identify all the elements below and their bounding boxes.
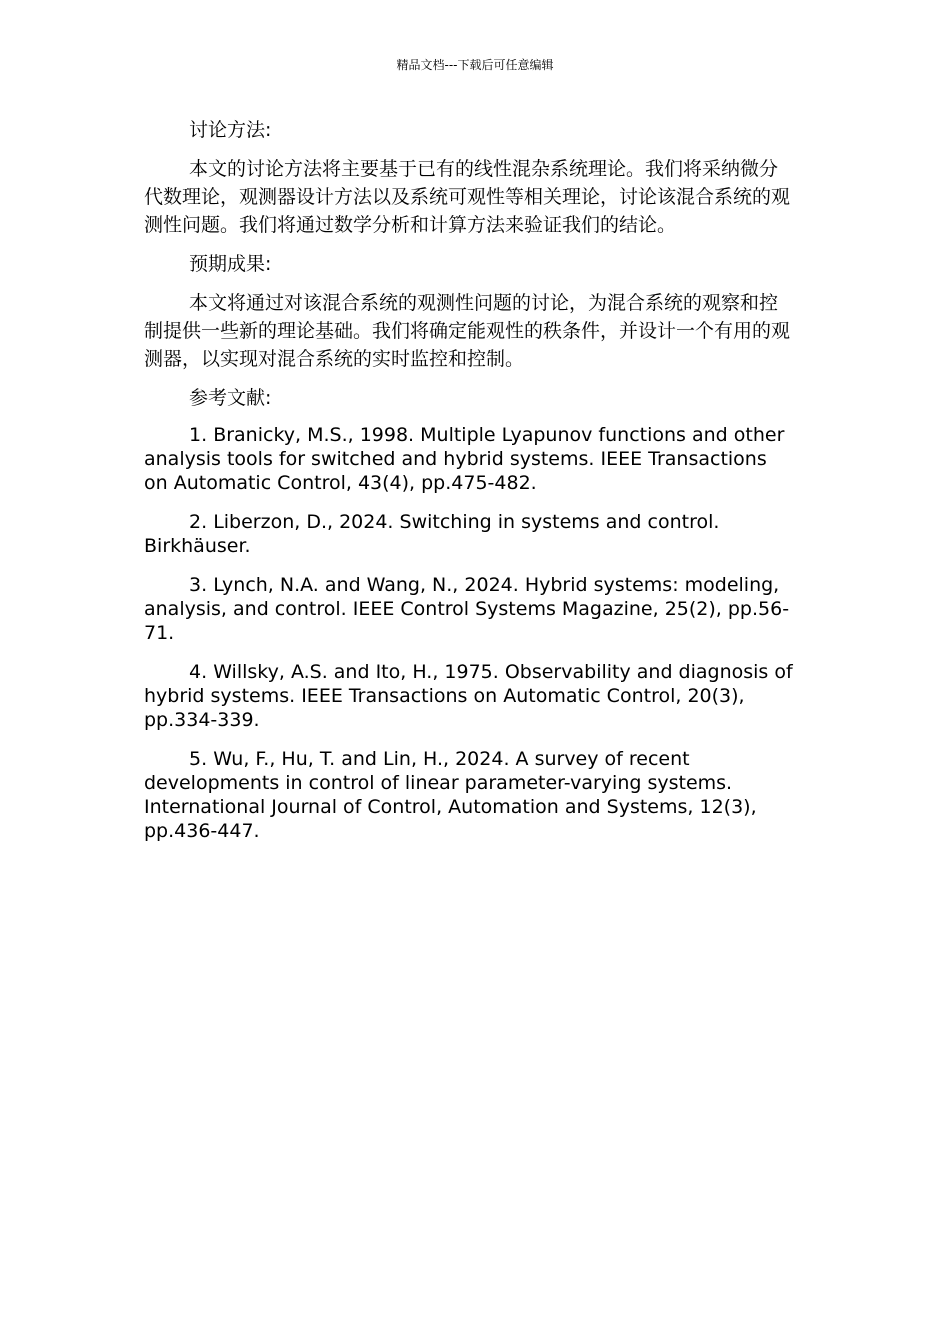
results-heading: 预期成果:: [189, 253, 272, 275]
reference-number: 3.: [189, 574, 208, 596]
reference-item: [144, 660, 794, 732]
reference-text: Lynch, N.A. and Wang, N., 2024. Hybrid systems: modeling, analysis, and control. IEEE Control Systems Magazine, 25(2), pp.56-71.: [144, 574, 790, 644]
reference-text: Wu, F., Hu, T. and Lin, H., 2024. A survey of recent developments in control of linear parameter-varying systems. International Journal of Control, Automation and Systems, 12(3), pp.436-447.: [144, 748, 757, 842]
reference-number: 5.: [189, 748, 208, 770]
results-paragraph: 本文将通过对该混合系统的观测性问题的讨论，为混合系统的观察和控制提供一些新的理论基础。我们将确定能观性的秩条件，并设计一个有用的观测器，以实现对混合系统的实时监控和控制。: [144, 292, 791, 370]
reference-item: [144, 573, 794, 645]
page-header: 精品文档---下载后可任意编辑: [396, 58, 554, 72]
reference-number: 1.: [189, 424, 208, 446]
references-heading: 参考文献:: [189, 387, 272, 409]
reference-number: 4.: [189, 661, 208, 683]
reference-item: [144, 510, 794, 558]
methods-heading: 讨论方法:: [189, 119, 272, 141]
reference-text: Branicky, M.S., 1998. Multiple Lyapunov functions and other analysis tools for switched and hybrid systems. IEEE Transactions on Automatic Control, 43(4), pp.475-482.: [144, 424, 785, 494]
methods-paragraph: 本文的讨论方法将主要基于已有的线性混杂系统理论。我们将采纳微分代数理论，观测器设计方法以及系统可观性等相关理论，讨论该混合系统的观测性问题。我们将通过数学分析和计算方法来验证我们的结论。: [144, 158, 791, 236]
reference-number: 2.: [189, 511, 208, 533]
document-body: [144, 116, 794, 858]
reference-text: Willsky, A.S. and Ito, H., 1975. Observability and diagnosis of hybrid systems. IEEE Transactions on Automatic Control, 20(3), pp.334-339.: [144, 661, 793, 731]
reference-item: [144, 747, 794, 843]
reference-item: [144, 423, 794, 495]
reference-text: Liberzon, D., 2024. Switching in systems and control. Birkhäuser.: [144, 511, 720, 557]
